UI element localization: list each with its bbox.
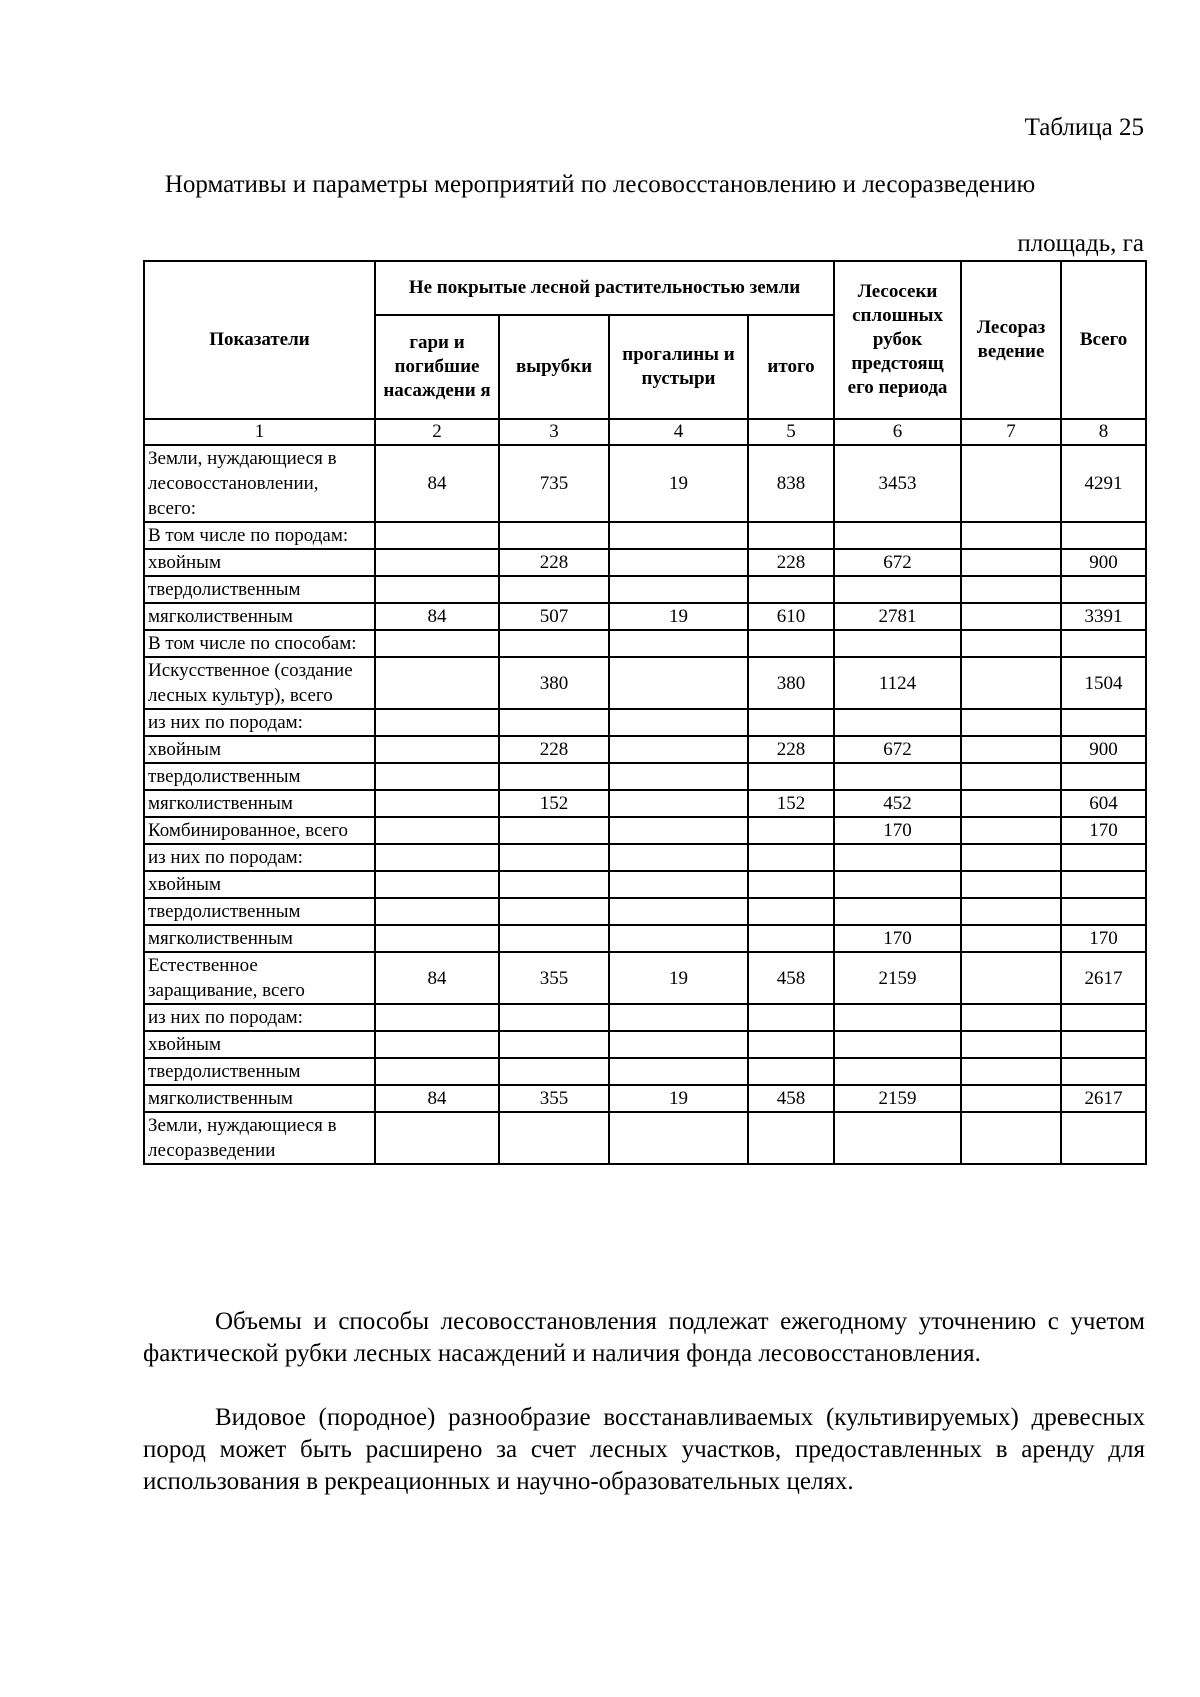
table-cell: 3391: [1061, 603, 1146, 630]
row-label: хвойным: [144, 1031, 375, 1058]
table-cell: [834, 576, 961, 603]
table-cell: 900: [1061, 549, 1146, 576]
table-cell: [961, 549, 1061, 576]
row-label: из них по породам:: [144, 1004, 375, 1031]
table-cell: 507: [499, 603, 609, 630]
table-cell: [834, 1112, 961, 1164]
table-cell: [609, 549, 748, 576]
column-number: 6: [834, 419, 961, 445]
table-row: [144, 445, 1146, 522]
table-cell: 170: [834, 925, 961, 952]
column-number-row: [144, 419, 1146, 445]
table-cell: [499, 1112, 609, 1164]
table-cell: [499, 925, 609, 952]
row-label: мягколиственным: [144, 790, 375, 817]
table-row: [144, 576, 1146, 603]
table-cell: [609, 736, 748, 763]
table-cell: 19: [609, 445, 748, 522]
table-cell: 228: [499, 549, 609, 576]
table-cell: 380: [748, 657, 834, 709]
table-cell: [499, 763, 609, 790]
unit-label: площадь, га: [1017, 230, 1144, 257]
row-label: твердолиственным: [144, 1058, 375, 1085]
table-cell: [609, 898, 748, 925]
paragraph-species-diversity: Видовое (породное) разнообразие восстанавливаемых (культивируемых) древесных пород может быть расширено за счет лесных участков, предоставленных в аренду для использования в рекреационных и научно-образовательных целях.: [143, 1404, 1145, 1495]
table-cell: 228: [499, 736, 609, 763]
table-cell: 2617: [1061, 1085, 1146, 1112]
table-cell: [961, 736, 1061, 763]
table-cell: [375, 1058, 499, 1085]
table-row: [144, 1031, 1146, 1058]
table-cell: [748, 763, 834, 790]
table-cell: [748, 1058, 834, 1085]
row-label: Земли, нуждающиеся в лесоразведении: [144, 1112, 375, 1164]
table-cell: [375, 709, 499, 736]
table-cell: [1061, 1031, 1146, 1058]
table-cell: [609, 790, 748, 817]
table-cell: [609, 1112, 748, 1164]
table-cell: [961, 790, 1061, 817]
norms-table: [143, 260, 1147, 1165]
table-cell: [375, 1112, 499, 1164]
table-cell: 735: [499, 445, 609, 522]
table-cell: [499, 1058, 609, 1085]
table-cell: 672: [834, 549, 961, 576]
row-label: Земли, нуждающиеся в лесовосстановлении, всего:: [144, 445, 375, 522]
table-cell: [499, 709, 609, 736]
row-label: Комбинированное, всего: [144, 817, 375, 844]
table-cell: [609, 817, 748, 844]
table-cell: [748, 1004, 834, 1031]
table-row: [144, 871, 1146, 898]
table-cell: [748, 871, 834, 898]
table-cell: [609, 844, 748, 871]
table-cell: [609, 657, 748, 709]
table-cell: 19: [609, 1085, 748, 1112]
row-label: из них по породам:: [144, 709, 375, 736]
table-cell: 19: [609, 952, 748, 1004]
table-cell: [961, 522, 1061, 549]
table-cell: [1061, 709, 1146, 736]
table-cell: [1061, 1058, 1146, 1085]
table-cell: [609, 522, 748, 549]
table-cell: [499, 844, 609, 871]
table-cell: 84: [375, 1085, 499, 1112]
table-cell: [1061, 763, 1146, 790]
table-cell: [375, 549, 499, 576]
table-cell: 1504: [1061, 657, 1146, 709]
table-row: [144, 603, 1146, 630]
table-row: [144, 1112, 1146, 1164]
table-cell: 1124: [834, 657, 961, 709]
table-row: [144, 952, 1146, 1004]
row-label: твердолиственным: [144, 576, 375, 603]
header-indicators: Показатели: [144, 261, 375, 419]
header-clearcuts: вырубки: [499, 315, 609, 419]
table-cell: 2159: [834, 952, 961, 1004]
table-cell: [748, 1031, 834, 1058]
table-row: [144, 790, 1146, 817]
row-label: мягколиственным: [144, 925, 375, 952]
table-cell: 452: [834, 790, 961, 817]
table-row: [144, 817, 1146, 844]
table-row: [144, 630, 1146, 657]
table-cell: 458: [748, 1085, 834, 1112]
table-cell: 380: [499, 657, 609, 709]
table-cell: 84: [375, 603, 499, 630]
table-cell: [961, 709, 1061, 736]
table-cell: [961, 1058, 1061, 1085]
table-cell: [375, 817, 499, 844]
table-cell: [375, 790, 499, 817]
table-cell: [834, 1058, 961, 1085]
table-cell: [1061, 844, 1146, 871]
table-cell: 2617: [1061, 952, 1146, 1004]
table-cell: [748, 709, 834, 736]
table-cell: [834, 871, 961, 898]
row-label: из них по породам:: [144, 844, 375, 871]
table-cell: [375, 522, 499, 549]
row-label: твердолиственным: [144, 898, 375, 925]
table-cell: [1061, 898, 1146, 925]
table-row: [144, 1058, 1146, 1085]
table-cell: [375, 1031, 499, 1058]
table-cell: [1061, 522, 1146, 549]
table-cell: [375, 844, 499, 871]
table-cell: [609, 871, 748, 898]
table-cell: [961, 603, 1061, 630]
table-cell: [748, 844, 834, 871]
table-cell: 458: [748, 952, 834, 1004]
table-cell: 170: [1061, 925, 1146, 952]
table-cell: 3453: [834, 445, 961, 522]
header-burned: гари и погибшие насаждени я: [375, 315, 499, 419]
row-label: В том числе по способам:: [144, 630, 375, 657]
row-label: Естественное заращивание, всего: [144, 952, 375, 1004]
table-cell: [499, 1031, 609, 1058]
table-cell: [834, 630, 961, 657]
table-cell: [961, 1112, 1061, 1164]
table-cell: 170: [834, 817, 961, 844]
table-cell: [1061, 630, 1146, 657]
table-cell: [375, 657, 499, 709]
table-cell: [375, 576, 499, 603]
table-cell: [499, 898, 609, 925]
header-future-cuts: Лесосеки сплошных рубок предстоящ его периода: [834, 261, 961, 419]
table-cell: [961, 763, 1061, 790]
column-number: 3: [499, 419, 609, 445]
table-body: [144, 445, 1146, 1164]
row-label: В том числе по породам:: [144, 522, 375, 549]
table-cell: [609, 576, 748, 603]
header-total: Всего: [1061, 261, 1146, 419]
header-glades: прогалины и пустыри: [609, 315, 748, 419]
header-afforestation: Лесораз ведение: [961, 261, 1061, 419]
table-cell: [961, 1085, 1061, 1112]
table-cell: [834, 844, 961, 871]
table-cell: [1061, 1004, 1146, 1031]
table-cell: [834, 898, 961, 925]
table-cell: [961, 630, 1061, 657]
table-cell: [499, 1004, 609, 1031]
row-label: Искусственное (создание лесных культур), всего: [144, 657, 375, 709]
table-cell: 4291: [1061, 445, 1146, 522]
table-cell: [834, 709, 961, 736]
table-cell: [375, 1004, 499, 1031]
table-cell: 355: [499, 952, 609, 1004]
table-cell: [499, 817, 609, 844]
table-cell: [748, 522, 834, 549]
table-cell: [834, 763, 961, 790]
table-cell: [375, 763, 499, 790]
table-cell: [375, 925, 499, 952]
table-cell: [961, 952, 1061, 1004]
table-cell: [1061, 1112, 1146, 1164]
table-cell: 228: [748, 736, 834, 763]
column-number: 4: [609, 419, 748, 445]
paragraph-volumes: Объемы и способы лесовосстановления подлежат ежегодному уточнению с учетом фактической рубки лесных насаждений и наличия фонда лесовосстановления.: [143, 1308, 1145, 1367]
table-cell: 355: [499, 1085, 609, 1112]
table-cell: 228: [748, 549, 834, 576]
table-cell: [961, 445, 1061, 522]
column-number: 7: [961, 419, 1061, 445]
table-cell: [499, 522, 609, 549]
table-cell: [748, 898, 834, 925]
table-row: [144, 763, 1146, 790]
header-subtotal: итого: [748, 315, 834, 419]
table-row: [144, 657, 1146, 709]
table-row: [144, 898, 1146, 925]
table-cell: 19: [609, 603, 748, 630]
table-cell: [609, 763, 748, 790]
table-cell: [961, 1004, 1061, 1031]
table-cell: [609, 1031, 748, 1058]
table-cell: [834, 1031, 961, 1058]
table-cell: 838: [748, 445, 834, 522]
table-cell: [609, 709, 748, 736]
row-label: хвойным: [144, 871, 375, 898]
table-number: Таблица 25: [1024, 114, 1144, 141]
table-cell: 152: [499, 790, 609, 817]
table-cell: [748, 925, 834, 952]
table-cell: [499, 630, 609, 657]
table-cell: 170: [1061, 817, 1146, 844]
column-number: 5: [748, 419, 834, 445]
column-number: 2: [375, 419, 499, 445]
table-title: Нормативы и параметры мероприятий по лесовосстановлению и лесоразведению: [164, 171, 1036, 198]
table-cell: [499, 871, 609, 898]
table-cell: [961, 844, 1061, 871]
table-cell: [961, 871, 1061, 898]
table-cell: [375, 630, 499, 657]
column-number: 1: [144, 419, 375, 445]
table-cell: [375, 898, 499, 925]
table-row: [144, 522, 1146, 549]
table-cell: [961, 657, 1061, 709]
table-cell: [748, 1112, 834, 1164]
table-row: [144, 736, 1146, 763]
row-label: мягколиственным: [144, 1085, 375, 1112]
table-cell: [1061, 871, 1146, 898]
row-label: твердолиственным: [144, 763, 375, 790]
table-cell: [961, 898, 1061, 925]
table-cell: [748, 817, 834, 844]
table-cell: [961, 576, 1061, 603]
table-cell: 604: [1061, 790, 1146, 817]
table-row: [144, 1085, 1146, 1112]
table-cell: [961, 925, 1061, 952]
column-number: 8: [1061, 419, 1146, 445]
table-cell: [609, 630, 748, 657]
header-not-covered-group: Не покрытые лесной растительностью земли: [375, 261, 834, 315]
table-cell: [748, 576, 834, 603]
row-label: хвойным: [144, 549, 375, 576]
row-label: мягколиственным: [144, 603, 375, 630]
table-cell: 2159: [834, 1085, 961, 1112]
table-cell: 900: [1061, 736, 1146, 763]
table-cell: [1061, 576, 1146, 603]
table-cell: [609, 1004, 748, 1031]
table-row: [144, 709, 1146, 736]
table-cell: [748, 630, 834, 657]
table-cell: [609, 925, 748, 952]
table-cell: [375, 871, 499, 898]
table-cell: [834, 1004, 961, 1031]
table-cell: [499, 576, 609, 603]
table-cell: 610: [748, 603, 834, 630]
table-row: [144, 925, 1146, 952]
table-row: [144, 844, 1146, 871]
table-cell: [961, 1031, 1061, 1058]
table-cell: [375, 736, 499, 763]
table-cell: [834, 522, 961, 549]
table-cell: [609, 1058, 748, 1085]
table-cell: 84: [375, 445, 499, 522]
table-row: [144, 1004, 1146, 1031]
table-cell: 84: [375, 952, 499, 1004]
table-cell: 672: [834, 736, 961, 763]
table-cell: 2781: [834, 603, 961, 630]
table-row: [144, 549, 1146, 576]
table-cell: [961, 817, 1061, 844]
table-cell: 152: [748, 790, 834, 817]
row-label: хвойным: [144, 736, 375, 763]
